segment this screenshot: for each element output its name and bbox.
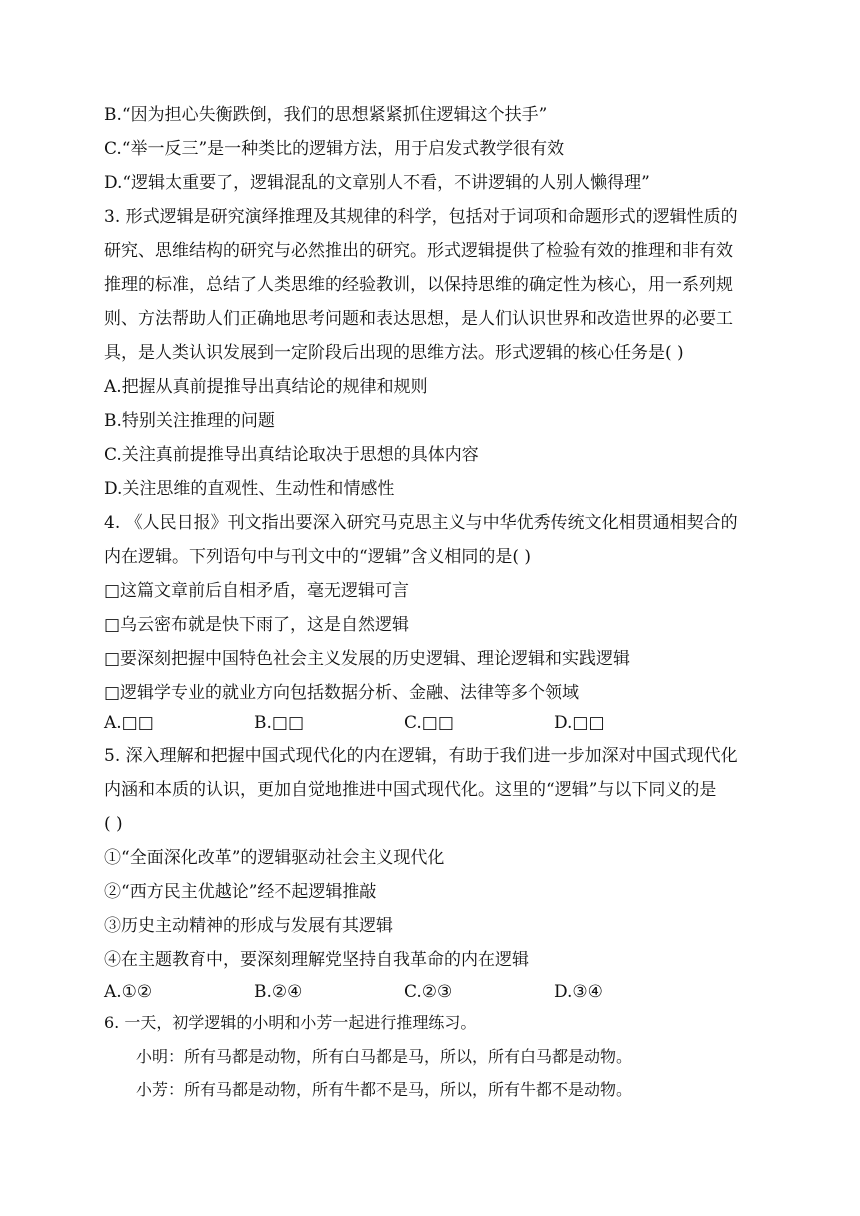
q6-xiaofang-line: 小芳：所有马都是动物，所有牛都不是马，所以，所有牛都不是动物。 — [136, 1080, 633, 1099]
q5-stem-line-3: ( ) — [104, 814, 123, 834]
q5-item-3: ③历史主动精神的形成与发展有其逻辑 — [104, 916, 393, 936]
q4-stem-line-1: 4. 《人民日报》刊文指出要深入研究马克思主义与中华优秀传统文化相贯通相契合的 — [104, 513, 738, 533]
q3-option-b: B.特别关注推理的问题 — [104, 411, 275, 431]
q3-stem-line-3: 推理的标准，总结了人类思维的经验教训，以保持思维的确定性为核心，用一系列规 — [104, 275, 733, 295]
q3-stem-line-2: 研究、思维结构的研究与必然推出的研究。形式逻辑提供了检验有效的推理和非有效 — [104, 241, 733, 261]
q4-item-1: □这篇文章前后自相矛盾，毫无逻辑可言 — [104, 581, 410, 601]
q5-stem-line-1: 5. 深入理解和把握中国式现代化的内在逻辑，有助于我们进一步加深对中国式现代化 — [104, 746, 738, 766]
q4-stem-line-2: 内在逻辑。下列语句中与刊文中的“逻辑”含义相同的是( ) — [104, 547, 532, 567]
q4-item-4: □逻辑学专业的就业方向包括数据分析、金融、法律等多个领域 — [104, 683, 580, 703]
q5-choice-b: B.②④ — [254, 982, 303, 1002]
q5-stem-line-2: 内涵和本质的认识，更加自觉地推进中国式现代化。这里的“逻辑”与以下同义的是 — [104, 780, 717, 800]
q4-item-2: □乌云密布就是快下雨了，这是自然逻辑 — [104, 615, 410, 635]
q3-option-c: C.关注真前提推导出真结论取决于思想的具体内容 — [104, 445, 479, 465]
q3-option-a: A.把握从真前提推导出真结论的规律和规则 — [104, 377, 428, 397]
q2-option-b: B.“因为担心失衡跌倒，我们的思想紧紧抓住逻辑这个扶手” — [104, 105, 548, 125]
q4-item-3: □要深刻把握中国特色社会主义发展的历史逻辑、理论逻辑和实践逻辑 — [104, 649, 631, 669]
q6-stem: 6. 一天，初学逻辑的小明和小芳一起进行推理练习。 — [104, 1013, 477, 1032]
q2-option-d: D.“逻辑太重要了，逻辑混乱的文章别人不看，不讲逻辑的人别人懒得理” — [104, 173, 650, 193]
q5-item-4: ④在主题教育中，要深刻理解党坚持自我革命的内在逻辑 — [104, 950, 529, 970]
q5-choice-a: A.①② — [104, 982, 153, 1002]
q3-stem-line-4: 则、方法帮助人们正确地思考问题和表达思想，是人们认识世界和改造世界的必要工 — [104, 309, 733, 329]
q4-choice-b: B.□□ — [254, 713, 305, 733]
q3-option-d: D.关注思维的直观性、生动性和情感性 — [104, 479, 395, 499]
q5-choice-d: D.③④ — [554, 982, 603, 1002]
q6-xiaoming-line: 小明：所有马都是动物，所有白马都是马，所以，所有白马都是动物。 — [136, 1047, 633, 1066]
q4-choice-c: C.□□ — [404, 713, 454, 733]
q4-choice-a: A.□□ — [104, 713, 154, 733]
q5-item-2: ②“西方民主优越论”经不起逻辑推敲 — [104, 882, 377, 902]
q5-item-1: ①“全面深化改革”的逻辑驱动社会主义现代化 — [104, 848, 445, 868]
q3-stem-line-5: 具，是人类认识发展到一定阶段后出现的思维方法。形式逻辑的核心任务是( ) — [104, 343, 684, 363]
q5-choice-c: C.②③ — [404, 982, 453, 1002]
q3-stem-line-1: 3. 形式逻辑是研究演绎推理及其规律的科学，包括对于词项和命题形式的逻辑性质的 — [104, 207, 738, 227]
q2-option-c: C.“举一反三”是一种类比的逻辑方法，用于启发式教学很有效 — [104, 139, 565, 159]
q4-choice-d: D.□□ — [554, 713, 605, 733]
